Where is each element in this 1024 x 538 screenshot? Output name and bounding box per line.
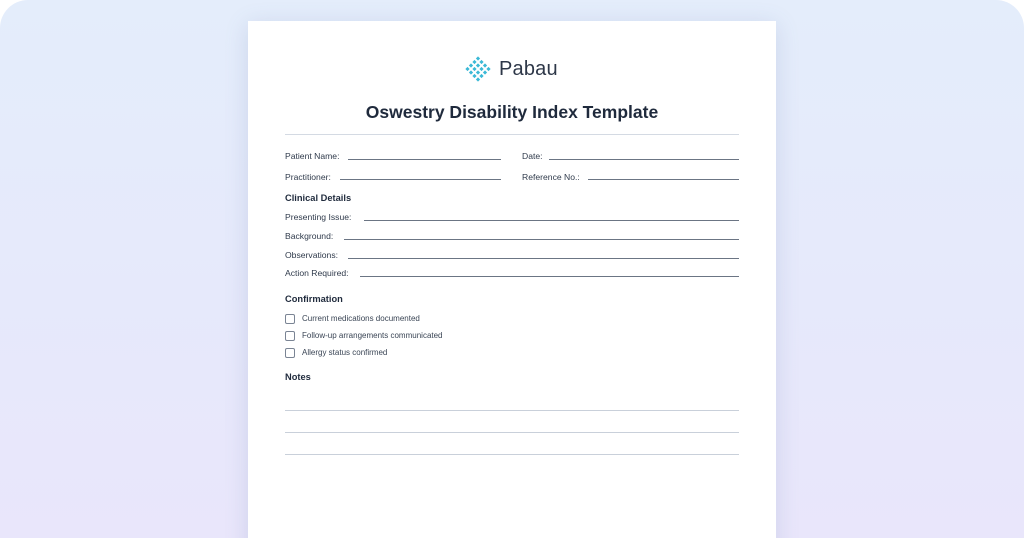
reference-field[interactable] xyxy=(588,179,739,180)
document-title: Oswestry Disability Index Template xyxy=(365,102,659,122)
presenting-issue-field[interactable] xyxy=(364,220,739,221)
brand-logo xyxy=(465,55,558,83)
allergy-checkbox[interactable] xyxy=(285,348,295,358)
brand-name: Pabau xyxy=(499,57,558,80)
date-label: Date: xyxy=(522,151,543,161)
follow-up-checkbox-label: Follow-up arrangements communicated xyxy=(302,331,443,340)
observations-label: Observations: xyxy=(285,250,339,260)
date-field[interactable] xyxy=(549,159,739,160)
practitioner-label: Practitioner: xyxy=(285,172,331,182)
medications-checkbox[interactable] xyxy=(285,314,295,324)
confirmation-heading: Confirmation xyxy=(285,294,343,304)
notes-line[interactable] xyxy=(285,410,739,411)
form-document xyxy=(248,21,776,538)
medications-checkbox-label: Current medications documented xyxy=(302,314,420,323)
notes-line[interactable] xyxy=(285,432,739,433)
background-field[interactable] xyxy=(344,239,739,240)
notes-line[interactable] xyxy=(285,454,739,455)
background-label: Background: xyxy=(285,231,334,241)
action-required-label: Action Required: xyxy=(285,268,349,278)
practitioner-field[interactable] xyxy=(340,179,501,180)
patient-name-field[interactable] xyxy=(348,159,501,160)
presenting-issue-label: Presenting Issue: xyxy=(285,212,352,222)
action-required-field[interactable] xyxy=(360,276,739,277)
pabau-logo-icon xyxy=(465,56,491,82)
observations-field[interactable] xyxy=(348,258,739,259)
reference-label: Reference No.: xyxy=(522,172,580,182)
patient-name-label: Patient Name: xyxy=(285,151,340,161)
allergy-checkbox-label: Allergy status confirmed xyxy=(302,348,388,357)
notes-heading: Notes xyxy=(285,372,311,382)
follow-up-checkbox[interactable] xyxy=(285,331,295,341)
clinical-details-heading: Clinical Details xyxy=(285,193,352,203)
title-divider xyxy=(285,134,739,135)
